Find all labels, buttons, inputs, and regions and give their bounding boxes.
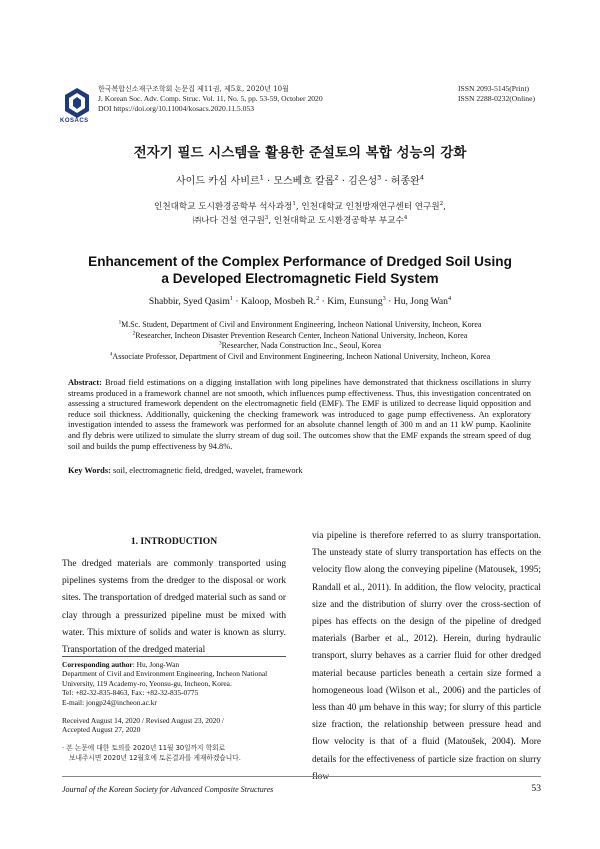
- korean-authors: 사이드 카심 사비르$^1$ · 모스베흐 칼롭$^2$ · 김은성$^3$ · 허종완$^4$: [176, 173, 424, 187]
- doi: DOI https://doi.org/10.11004/kosacs.2020.11.5.053: [98, 104, 255, 113]
- corresponding-author: Corresponding author: Hu, Jong-Wan Department of Civil and Environment Engineering, Incheon National University, 119 Academy-ro, Yeonsu-gu, Incheon, Korea. Tel: +82-32-835-8463, Fax: +82-32-835-0775 E-mail: jongp24@incheon.ac.kr: [62, 660, 268, 707]
- english-authors: Shabbir, Syed Qasim$^1$ · Kaloop, Mosbeh R.$^2$ · Kim, Eunsung$^3$ · Hu, Jong Wan$^4$: [148, 294, 452, 307]
- footnote-divider: [62, 656, 286, 657]
- affiliation-line: $^4$Associate Professor, Department of Civil and Environment Engineering, Incheon National University, Incheon, Korea: [109, 350, 491, 361]
- received-dates: Received August 14, 2020 / Revised August 23, 2020 / Accepted August 27, 2020: [62, 716, 224, 735]
- abstract: [68, 378, 531, 452]
- kr-author: 허종완: [390, 176, 420, 187]
- kr-author: 모스베흐 칼롭: [273, 176, 335, 187]
- intro-right-column: via pipeline is therefore referred to as slurry transportation. The unsteady state of slurry transportation has effects on the velocity flow along the conveying pipeline (Matousek, 1995; Randall et al., 2011). In addition, the flow velocity, practical size and the distribution of slurry over the cross-section of pipes has effects on the design of the pipeline of dredged materials (Barber et al., 2012). Herein, during hydraulic transport, slurry behaves as a carrier fluid for other dredged material because particles beneath a certain size formed a homogeneous load (Wilson et al., 2006) and the particles of less than 40 μm behave in this way; for slurry of this particle size fraction, the relationship between pressure head and flow velocity is that of a fluid (Matoušek, 2004). More details for the effectiveness of particle size fraction on slurry flow: [312, 531, 541, 782]
- korean-title: 전자기 필드 시스템을 활용한 준설토의 복합 성능의 강화: [133, 145, 467, 161]
- intro-left-column: The dredged materials are commonly transported using pipelines systems from the dredger to the disposal or work sites. The transportation of dredged material such as sand or clay through a pressurized pipeline must be mixed with water. This mixture of solids and water is known as slurry. Transportation of the dredged material: [62, 559, 286, 656]
- keywords-label: Key Words:: [68, 466, 111, 475]
- kr-author: 김은성: [348, 176, 378, 187]
- abstract-label: Abstract:: [68, 378, 102, 387]
- keywords-text: soil, electromagnetic field, dredged, wavelet, framework: [112, 466, 303, 475]
- affiliation-line: $^1$M.Sc. Student, Department of Civil and Environment Engineering, Incheon National University, Incheon, Korea: [118, 319, 482, 329]
- keywords: [68, 466, 531, 475]
- discussion-note: · 본 논문에 대한 토의를 2020년 11월 30일까지 학회로 보내주시면 2020년 12월호에 토론결과를 게재하겠습니다.: [62, 744, 241, 762]
- english-affiliations: [0, 320, 600, 362]
- kr-author: 사이드 카심 사비르: [176, 176, 260, 187]
- journal-en: J. Korean Soc. Adv. Comp. Struc. Vol. 11, No. 5, pp. 53-59, October 2020: [98, 94, 323, 103]
- abstract-text: Broad field estimations on a digging installation with long pipelines have demonstrated that thickness oscillations in slurry streams produced in a framework channel are not smooth, which influences pump effectiveness. Thus, this investigation concentrated on assessing a structured framework dependent on the electromagnetic field (EMF). The EMF is utilized to decrease liquid opposition and reduce soil thickness. Additionally, quickening the checking framework was introduced to gage pump effectiveness. An exploratory investigation intended to assess the framework was performed for an absolute channel length of 300 m and an 11 kW pump. Kaolinite and fly debris were utilized to simulate the slurry stream of dug soil. The outcomes show that the EMF expands the stream speed of dug soil and builds the pump effectiveness by 94.8%.: [68, 378, 532, 451]
- english-title: Enhancement of the Complex Performance of Dredged Soil Using a Developed Electromagnetic Field System: [88, 254, 512, 286]
- footer-divider: [62, 776, 541, 777]
- kr-affil-line: 인천대학교 도시환경공학부 석사과정$^1$, 인천대학교 인천방재연구센터 연구원$^2$,: [154, 201, 446, 212]
- journal-logo-icon: [62, 86, 92, 120]
- issn-block: [458, 84, 535, 104]
- affiliation-line: $^3$Researcher, Nada Construction Inc., Seoul, Korea: [219, 340, 381, 350]
- journal-header: [98, 84, 323, 114]
- footer-journal: Journal of the Korean Society for Advanced Composite Structures: [62, 785, 274, 794]
- issn-online: ISSN 2288-0232(Online): [458, 94, 535, 103]
- affiliation-line: $^2$Researcher, Incheon Disaster Prevention Research Center, Incheon National University, Incheon, Korea: [132, 329, 468, 340]
- korean-affiliations: [0, 200, 600, 228]
- issn-print: ISSN 2093-5145(Print): [458, 84, 530, 93]
- logo-text: KOSACS: [60, 118, 89, 124]
- page-number: 53: [531, 783, 541, 794]
- section-heading: 1. INTRODUCTION: [130, 536, 218, 547]
- journal-kr: 한국복합신소재구조학회 논문집 제11권, 제5호, 2020년 10월: [98, 85, 289, 93]
- kr-affil-line: ㈜나다 건설 연구원$^3$, 인천대학교 도시환경공학부 부교수$^4$: [192, 215, 408, 226]
